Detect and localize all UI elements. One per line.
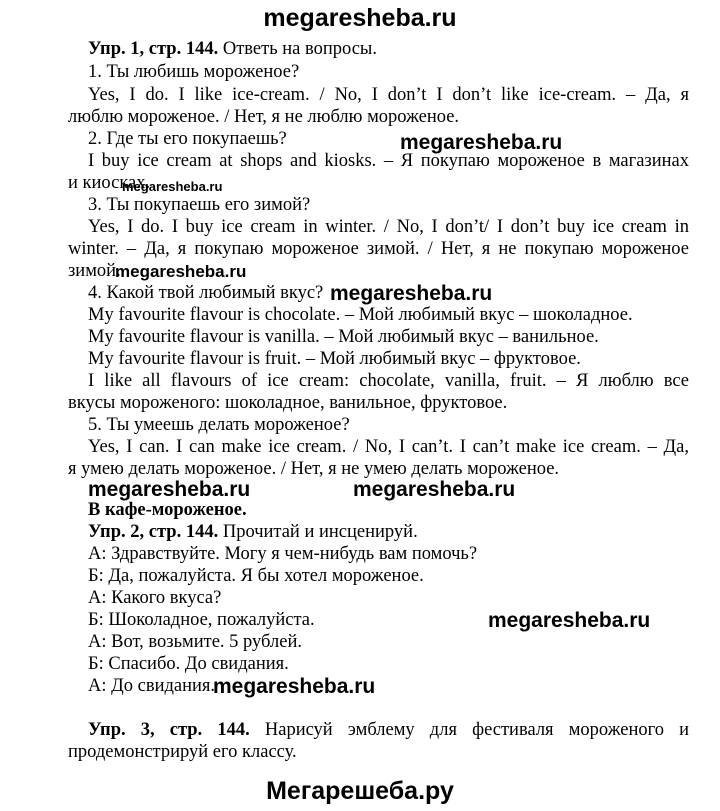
ex1-question-5: 5. Ты умеешь делать мороженое? — [88, 415, 350, 435]
ex2-title — [88, 521, 418, 543]
ex1-question-3: 3. Ты покупаешь его зимой? — [88, 195, 311, 215]
watermark-footer: Мегарешеба.ру — [266, 777, 454, 805]
ex1-answer-4-line-4: I like all flavours of ice cream: chocolate, vanilla, fruit. – Я люблю все — [88, 371, 689, 391]
ex1-answer-2-line-2: и киосках. — [68, 173, 151, 193]
watermark: megaresheba.ru — [88, 478, 251, 501]
ex1-answer-4-line-5: вкусы мороженого: шоколадное, ванильное, фруктовое. — [68, 393, 508, 413]
dialogue-line-5: А: Вот, возьмите. 5 рублей. — [88, 632, 302, 652]
ex1-label: Упр. 1, стр. 144. — [88, 39, 219, 59]
ex1-answer-1-line-2: люблю мороженое. / Нет, я не люблю мороженое. — [68, 107, 460, 127]
ex2-task: Прочитай и инсценируй. — [218, 522, 418, 542]
dialogue-line-1: А: Здравствуйте. Могу я чем-нибудь вам помочь? — [88, 544, 478, 564]
ex1-answer-5-line-1: Yes, I can. I can make ice cream. / No, I can’t. I can’t make ice cream. – Да, — [88, 437, 689, 457]
ex1-task: Ответь на вопросы. — [218, 39, 377, 59]
ex1-answer-3-line-2: winter. – Да, я покупаю мороженое зимой. / Нет, я не покупаю мороженое — [68, 239, 689, 259]
ex1-answer-5-line-2: я умею делать мороженое. / Нет, я не умею делать мороженое. — [68, 459, 560, 479]
ex1-answer-4-line-1: My favourite flavour is chocolate. – Мой любимый вкус – шоколадное. — [88, 305, 633, 325]
dialogue-line-7: А: До свидания. — [88, 676, 216, 696]
ex1-question-2: 2. Где ты его покупаешь? — [88, 129, 287, 149]
dialogue-line-2: Б: Да, пожалуйста. Я бы хотел мороженое. — [88, 566, 424, 586]
ex1-question-1: 1. Ты любишь мороженое? — [88, 62, 300, 82]
ex1-answer-4-line-2: My favourite flavour is vanilla. – Мой любимый вкус – ванильное. — [88, 327, 599, 347]
ex3-label: Упр. 3, стр. 144. — [88, 720, 250, 740]
watermark: megaresheba.ru — [115, 262, 247, 281]
watermark: megaresheba.ru — [330, 282, 493, 305]
watermark: megaresheba.ru — [213, 675, 376, 698]
ex1-answer-3-line-1: Yes, I do. I buy ice cream in winter. / No, I don’t/ I don’t buy ice cream in — [88, 217, 689, 237]
ex3-line-2: продемонстрируй его классу. — [68, 742, 297, 762]
dialogue-line-4: Б: Шоколадное, пожалуйста. — [88, 610, 315, 630]
ex2-label: Упр. 2, стр. 144. — [88, 522, 219, 542]
ex3-task: Нарисуй эмблему для фестиваля мороженого и — [249, 720, 690, 740]
watermark: megaresheba.ru — [400, 131, 563, 154]
watermark: megaresheba.ru — [488, 609, 651, 632]
section-heading: В кафе-мороженое. — [88, 500, 247, 520]
ex1-answer-3-line-3: зимой. — [68, 261, 121, 281]
ex1-answer-2-line-1: I buy ice cream at shops and kiosks. – Я покупаю мороженое в магазинах — [88, 151, 689, 171]
ex1-answer-4-line-3: My favourite flavour is fruit. – Мой любимый вкус – фруктовое. — [88, 349, 581, 369]
watermark-header: megaresheba.ru — [263, 4, 457, 32]
ex1-question-4: 4. Какой твой любимый вкус? — [88, 283, 324, 303]
dialogue-line-6: Б: Спасибо. До свидания. — [88, 654, 289, 674]
ex1-title — [88, 38, 377, 60]
ex1-answer-1-line-1: Yes, I do. I like ice-cream. / No, I don’t I don’t like ice-cream. – Да, я — [88, 85, 689, 105]
dialogue-line-3: А: Какого вкуса? — [88, 588, 222, 608]
ex3-line-1 — [88, 719, 689, 741]
watermark: megaresheba.ru — [122, 179, 223, 194]
watermark: megaresheba.ru — [353, 478, 516, 501]
